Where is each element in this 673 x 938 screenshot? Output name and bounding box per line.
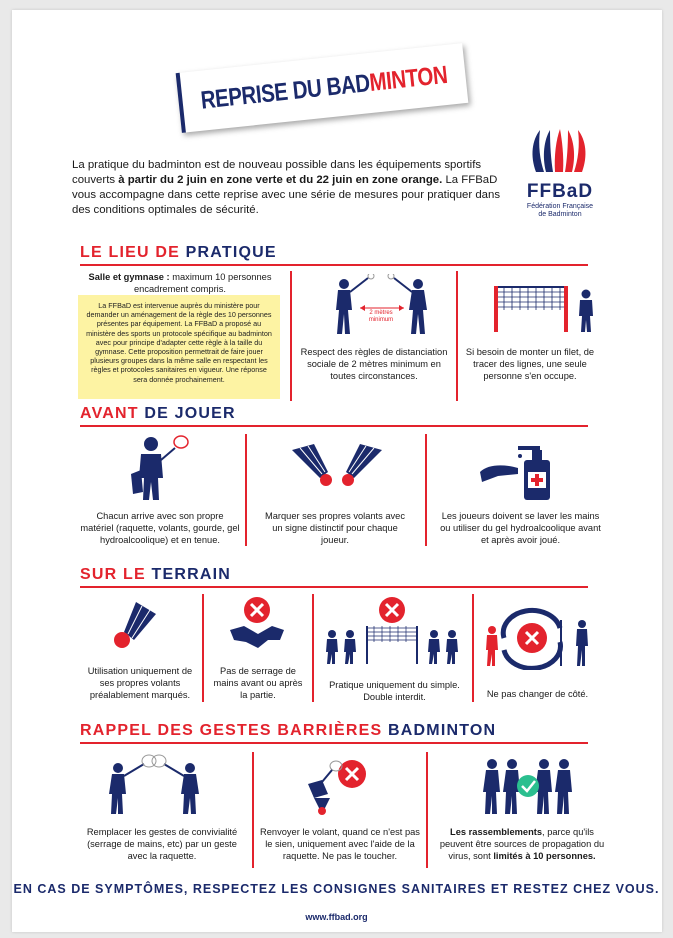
caption-volant-raquette: Renvoyer le volant, quand ce n'est pas le sien, uniquement avec l'aide de la raquette. Ne pas le toucher. [260,827,420,861]
caption-rassemblements: Les rassemblements, parce qu'ils peuvent être sources de propagation du virus, sont limités à 10 personnes. [439,827,605,861]
section-rule [80,264,588,266]
hand-sanitizer-icon [478,436,558,502]
salle-text: Salle et gymnase : maximum 10 personnes encadrement compris. [88,272,272,294]
gathering-limit-icon [478,754,578,818]
divider [456,271,458,401]
caption-volants: Marquer ses propres volants avec un signe distinctif pour chaque joueur. [264,511,406,545]
intro-text: La pratique du badminton est de nouveau possible dans les équipements sportifs couverts à partir du 2 juin en zone verte et du 22 juin en zone orange. La FFBaD vous accompagne dans cette reprise avec une série de mesures pour pratiquer dans des conditions optimales de sécurité. [72,159,501,216]
caption-propres-volants: Utilisation uniquement de ses propres volants préalablement marqués. [87,666,193,700]
website-link[interactable]: www.ffbad.org [305,912,368,922]
logo-subtitle-2: de Badminton [538,211,582,218]
divider [426,752,428,868]
divider [252,752,254,868]
section-title-lieu: LE LIEU DE PRATIQUE [80,244,277,261]
no-side-change-icon [482,600,594,670]
divider [425,434,427,546]
divider [312,594,314,702]
section-title-terrain: SUR LE TERRAIN [80,566,232,583]
divider [290,271,292,401]
logo-subtitle-1: Fédération Française [526,203,594,210]
marked-shuttlecocks-icon [290,442,385,492]
distance-label: 2 mètres minimum [368,310,394,323]
section-title-gestes: RAPPEL DES GESTES BARRIÈRES BADMINTON [80,722,497,739]
caption-materiel: Chacun arrive avec son propre matériel (raquette, volants, gourde, gel hydroalcoolique) et en tenue. [80,511,240,545]
section-rule [80,586,588,588]
caption-distanciation: Respect des règles de distanciation sociale de 2 mètres minimum en toutes circonstances. [300,347,448,381]
section-rule [80,742,588,744]
section-title-avant: AVANT DE JOUER [80,405,236,422]
singles-only-icon [322,596,462,666]
caption-simple: Pratique uniquement du simple. Double interdit. [329,680,460,702]
caption-cote: Ne pas changer de côté. [486,689,589,699]
own-shuttlecock-icon [108,600,160,650]
player-equipment-icon [125,434,197,502]
symptoms-warning: EN CAS DE SYMPTÔMES, RESPECTEZ LES CONSIGNES SANITAIRES ET RESTEZ CHEZ VOUS. [13,882,660,896]
no-handshake-icon [228,596,286,652]
divider [472,594,474,702]
yellow-note: La FFBaD est intervenue auprès du ministère pour demander un aménagement de la règle des 10 personnes présentes par équipement. La FFBaD a proposé au ministère des sports un protocole spécifique au badminton avec pour principe d'adapter cette règle à la taille du gymnase. Cette proposition permettrait de faire jouer plusieurs groupes dans la même salle en respectant les règles et protocoles sanitaires en vigueur. Une réponse sera donnée prochainement. [78,295,280,399]
divider [202,594,204,702]
ffbad-logo [520,128,600,219]
net-setup-icon [490,282,600,334]
distancing-icon [330,274,440,336]
racket-greeting-icon [104,754,204,816]
feather-logo-icon [528,128,592,174]
racket-pickup-icon [300,758,372,816]
page-title: REPRISE DU BADMINTON [199,60,449,115]
logo-name: FFBaD [526,181,594,202]
caption-filet: Si besoin de monter un filet, de tracer des lignes, une seule personne s'en occupe. [465,347,595,381]
caption-convivialite: Remplacer les gestes de convivialité (serrage de mains, etc) par un geste avec la raquette. [86,827,238,861]
caption-lavage: Les joueurs doivent se laver les mains ou utiliser du gel hydroalcoolique avant et après avoir joué. [440,511,601,545]
caption-serrage: Pas de serrage de mains avant ou après la partie. [213,666,303,700]
section-rule [80,425,588,427]
divider [245,434,247,546]
